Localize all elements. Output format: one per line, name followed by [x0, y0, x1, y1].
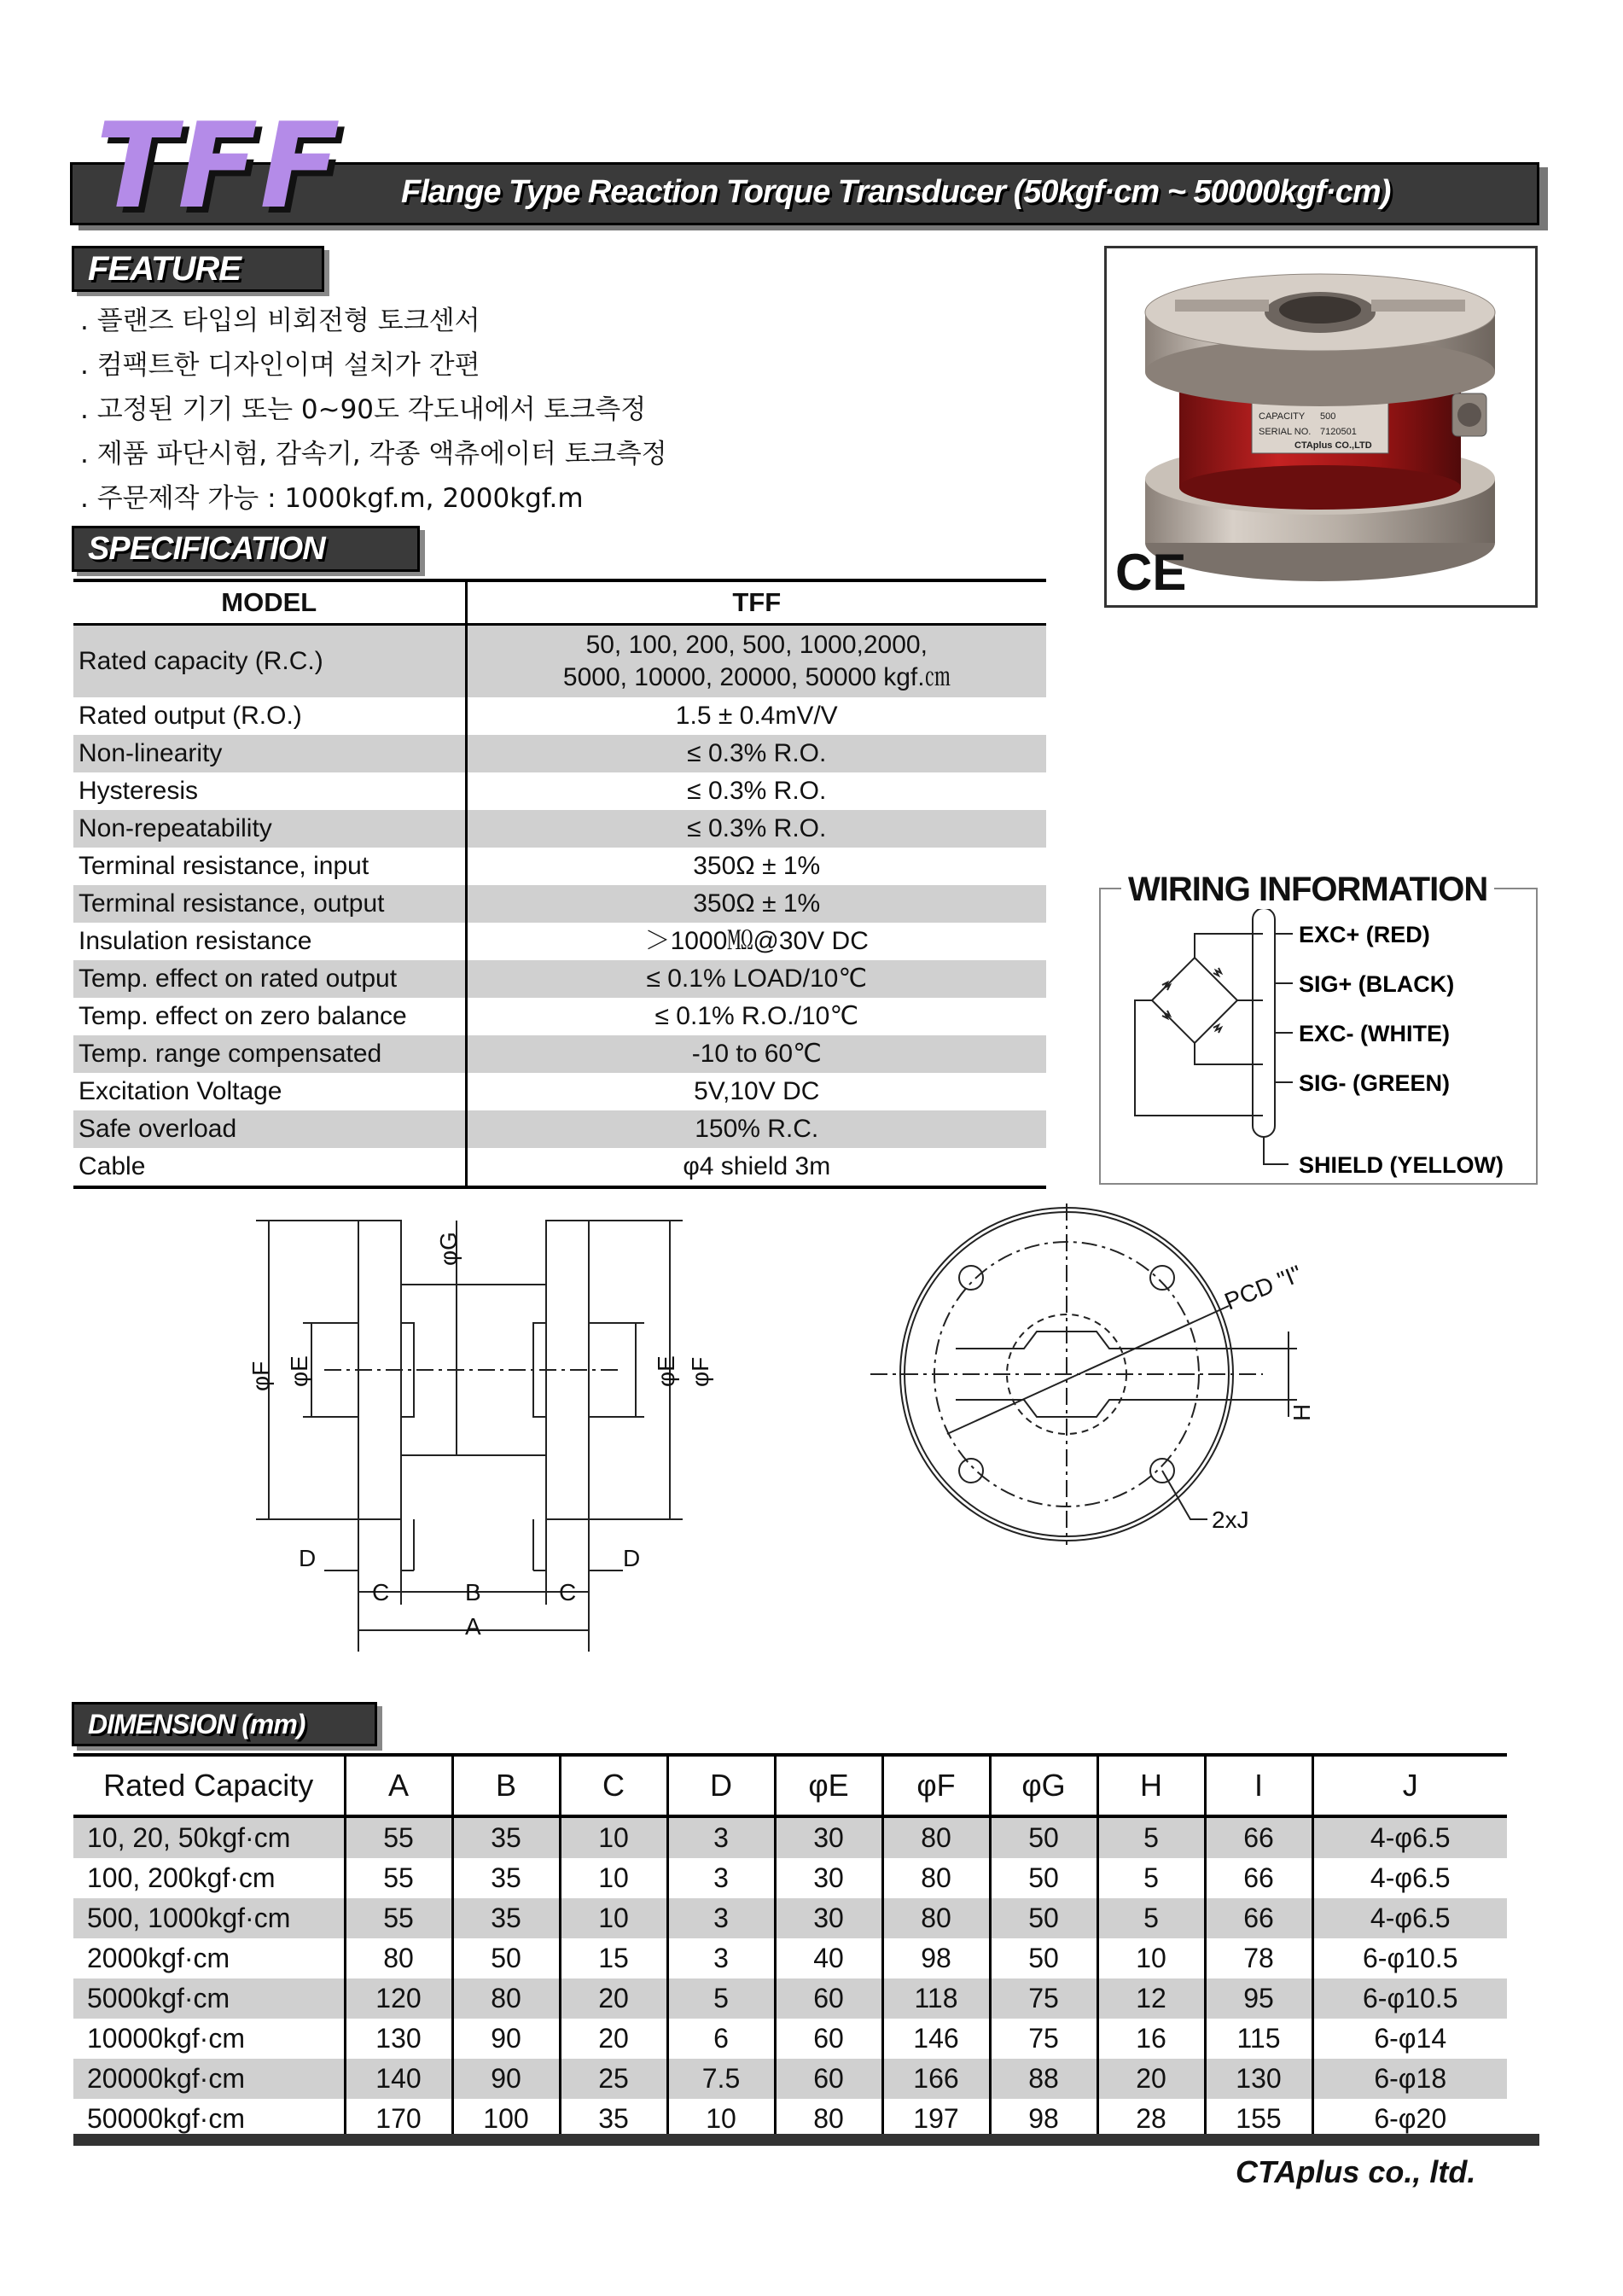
table-row — [73, 1073, 1046, 1110]
spec-value: ≤ 0.1% LOAD/10℃ — [466, 960, 1046, 998]
dim-cell: 166 — [882, 2059, 990, 2099]
dim-cell: 130 — [1205, 2059, 1312, 2099]
dim-cell: 140 — [345, 2059, 452, 2099]
wire-label-exc-minus: EXC- (WHITE) — [1299, 1021, 1450, 1046]
dim-cell: 35 — [452, 1816, 560, 1858]
dim-label-d-right: D — [623, 1545, 641, 1571]
table-row — [73, 625, 1046, 698]
feature-item: . 제품 파단시험, 감속기, 각종 액츄에이터 토크측정 — [80, 439, 667, 469]
col-j: J — [1312, 1755, 1507, 1816]
wire-label-sig-plus: SIG+ (BLACK) — [1299, 971, 1455, 997]
dim-cell: 95 — [1205, 1978, 1312, 2019]
table-row — [73, 2059, 1507, 2099]
dim-cell: 80 — [882, 1898, 990, 1938]
dim-cell: 3 — [667, 1816, 775, 1858]
wire-label-sig-minus: SIG- (GREEN) — [1299, 1070, 1451, 1096]
dim-cell: 15 — [560, 1938, 667, 1978]
feature-item: . 주문제작 가능 : 1000kgf.m, 2000kgf.m — [80, 483, 584, 514]
table-row — [73, 1858, 1507, 1898]
spec-label: Safe overload — [73, 1110, 466, 1148]
dim-cell: 66 — [1205, 1858, 1312, 1898]
spec-value: 350Ω ± 1% — [466, 885, 1046, 923]
dim-cell: 5 — [667, 1978, 775, 2019]
specification-table — [73, 579, 1046, 1189]
dim-cell: 78 — [1205, 1938, 1312, 1978]
page-title: Flange Type Reaction Torque Transducer (50kgf·cm ~ 50000kgf·cm) — [401, 174, 1391, 210]
spec-value: 5V,10V DC — [694, 1077, 820, 1105]
spec-value: ＞1000㏁@30V DC — [644, 927, 869, 955]
spec-value: φ4 shield 3m — [466, 1148, 1046, 1187]
dim-cell: 100 — [452, 2099, 560, 2141]
feature-heading: FEATURE — [72, 246, 324, 292]
spec-value: ≤ 0.3% R.O. — [687, 777, 827, 805]
col-b: B — [452, 1755, 560, 1816]
spec-label: Terminal resistance, output — [73, 885, 466, 923]
dim-label-c-right: C — [559, 1579, 577, 1605]
dim-cell: 80 — [882, 1858, 990, 1898]
spec-value: ≤ 0.1% R.O./10℃ — [654, 1002, 859, 1030]
table-row — [73, 1148, 1046, 1187]
nameplate-text: 7120501 — [1320, 427, 1357, 437]
dim-cell: 50 — [452, 1938, 560, 1978]
dim-cell: 10 — [1097, 1938, 1205, 1978]
dim-cell: 146 — [882, 2019, 990, 2059]
spec-value: -10 to 60℃ — [466, 1035, 1046, 1073]
nameplate-text: 500 — [1320, 411, 1336, 422]
dim-label-h: H — [1289, 1403, 1315, 1421]
side-view-drawing — [222, 1203, 734, 1664]
dim-label-j: 2xJ — [1212, 1506, 1249, 1533]
dim-cell: 88 — [990, 2059, 1097, 2099]
dim-cell: 90 — [452, 2019, 560, 2059]
row-capacity: 20000kgf·cm — [73, 2059, 345, 2099]
dim-cell: 130 — [345, 2019, 452, 2059]
dim-cell: 7.5 — [667, 2059, 775, 2099]
dim-cell: 10 — [560, 1858, 667, 1898]
spec-label: Excitation Voltage — [73, 1073, 466, 1110]
specification-heading: SPECIFICATION — [72, 526, 420, 572]
feature-list — [80, 299, 667, 521]
dim-cell: 98 — [882, 1938, 990, 1978]
table-row — [73, 923, 1046, 960]
table-row — [73, 1110, 1046, 1148]
wire-label-shield: SHIELD (YELLOW) — [1299, 1152, 1504, 1178]
dim-cell: 55 — [345, 1858, 452, 1898]
wiring-diagram — [1101, 889, 1536, 1183]
table-row — [73, 810, 1046, 848]
dim-cell: 20 — [560, 2019, 667, 2059]
dim-cell: 80 — [882, 1816, 990, 1858]
dim-label-a: A — [465, 1613, 481, 1640]
dim-cell: 35 — [452, 1858, 560, 1898]
table-header-row — [73, 1755, 1507, 1816]
table-row — [73, 885, 1046, 923]
spec-label: Temp. effect on zero balance — [73, 998, 466, 1035]
table-row — [73, 1978, 1507, 2019]
dim-cell: 10 — [560, 1898, 667, 1938]
product-photo — [1104, 246, 1538, 608]
dim-cell: 6-φ10.5 — [1312, 1938, 1507, 1978]
front-view-drawing — [853, 1195, 1365, 1570]
dim-cell: 40 — [775, 1938, 882, 1978]
feature-item: . 플랜즈 타입의 비회전형 토크센서 — [80, 306, 480, 336]
spec-label: Temp. effect on rated output — [73, 960, 466, 998]
dim-cell: 115 — [1205, 2019, 1312, 2059]
dim-cell: 50 — [990, 1816, 1097, 1858]
col-h: H — [1097, 1755, 1205, 1816]
dim-cell: 118 — [882, 1978, 990, 2019]
table-row — [73, 998, 1046, 1035]
ce-mark: CE — [1115, 544, 1187, 601]
dim-cell: 5 — [1097, 1898, 1205, 1938]
dim-cell: 90 — [452, 2059, 560, 2099]
row-capacity: 100, 200kgf·cm — [87, 1862, 276, 1893]
dim-label-f-right: φF — [687, 1356, 713, 1387]
col-d: D — [667, 1755, 775, 1816]
dim-label-g: φG — [435, 1232, 462, 1266]
dim-cell: 55 — [345, 1816, 452, 1858]
nameplate-text: CTAplus CO.,LTD — [1294, 440, 1372, 451]
dim-cell: 30 — [775, 1858, 882, 1898]
dim-cell: 3 — [667, 1858, 775, 1898]
dim-cell: 60 — [775, 2019, 882, 2059]
dim-cell: 25 — [560, 2059, 667, 2099]
dim-cell: 20 — [1097, 2059, 1205, 2099]
spec-label: Insulation resistance — [73, 923, 466, 960]
spec-value: ≤ 0.3% R.O. — [466, 735, 1046, 772]
row-capacity: 10, 20, 50kgf·cm — [73, 1816, 345, 1858]
row-capacity: 2000kgf·cm — [87, 1943, 230, 1973]
spec-label: Non-repeatability — [73, 810, 466, 848]
dim-label-c: C — [372, 1579, 390, 1605]
dim-cell: 80 — [345, 1938, 452, 1978]
dim-label-pcd: PCD "I" — [1220, 1260, 1306, 1315]
dim-cell: 35 — [560, 2099, 667, 2141]
row-capacity: 50000kgf·cm — [73, 2099, 345, 2141]
table-row — [73, 697, 1046, 735]
table-row — [73, 2019, 1507, 2059]
dim-cell: 4-φ6.5 — [1312, 1898, 1507, 1938]
col-e: φE — [775, 1755, 882, 1816]
wire-label-exc-plus: EXC+ (RED) — [1299, 922, 1430, 947]
table-row — [73, 1938, 1507, 1978]
dim-cell: 60 — [775, 2059, 882, 2099]
spec-value: 150% R.C. — [466, 1110, 1046, 1148]
dim-cell: 4-φ6.5 — [1312, 1816, 1507, 1858]
col-model: MODEL — [73, 580, 466, 625]
dim-cell: 5 — [1097, 1858, 1205, 1898]
table-row — [73, 1816, 1507, 1858]
dim-cell: 98 — [990, 2099, 1097, 2141]
table-row — [73, 960, 1046, 998]
spec-label: Cable — [73, 1148, 466, 1187]
dim-label-e-right: φE — [653, 1355, 679, 1387]
dim-cell: 30 — [775, 1816, 882, 1858]
dim-cell: 5 — [1097, 1816, 1205, 1858]
dim-cell: 50 — [990, 1898, 1097, 1938]
table-row — [73, 772, 1046, 810]
col-i: I — [1205, 1755, 1312, 1816]
footer-bar — [73, 2134, 1539, 2146]
dim-cell: 3 — [667, 1898, 775, 1938]
dim-label-e: φE — [286, 1355, 312, 1387]
dim-cell: 66 — [1205, 1898, 1312, 1938]
spec-value — [466, 625, 1046, 698]
dim-cell: 60 — [775, 1978, 882, 2019]
spec-label: Temp. range compensated — [73, 1035, 466, 1073]
dim-cell: 30 — [775, 1898, 882, 1938]
dim-cell: 6-φ14 — [1312, 2019, 1507, 2059]
nameplate-text: SERIAL NO. — [1259, 427, 1312, 437]
dim-cell: 75 — [990, 2019, 1097, 2059]
product-logo: TFF — [96, 97, 342, 235]
row-capacity: 5000kgf·cm — [73, 1978, 345, 2019]
col-rated-capacity: Rated Capacity — [73, 1755, 345, 1816]
spec-label: Rated capacity (R.C.) — [73, 625, 466, 698]
company-name: CTAplus co., ltd. — [1236, 2154, 1476, 2189]
dim-cell: 120 — [345, 1978, 452, 2019]
dim-cell: 66 — [1205, 1816, 1312, 1858]
dim-cell: 6 — [667, 2019, 775, 2059]
dimension-table-body — [73, 1816, 1507, 2141]
spec-value-line: 5000, 10000, 20000, 50000 kgf.㎝ — [562, 663, 951, 691]
dim-cell: 170 — [345, 2099, 452, 2141]
spec-value: 350Ω ± 1% — [693, 852, 821, 880]
dim-cell: 16 — [1097, 2019, 1205, 2059]
table-row — [73, 1035, 1046, 1073]
dim-cell: 20 — [560, 1978, 667, 2019]
row-capacity: 10000kgf·cm — [87, 2023, 245, 2054]
dim-label-d: D — [299, 1545, 317, 1571]
dimension-table — [73, 1753, 1507, 2142]
col-f: φF — [882, 1755, 990, 1816]
dim-cell: 197 — [882, 2099, 990, 2141]
dim-cell: 6-φ10.5 — [1312, 1978, 1507, 2019]
dim-cell: 10 — [667, 2099, 775, 2141]
row-capacity: 500, 1000kgf·cm — [73, 1898, 345, 1938]
table-header-row — [73, 580, 1046, 625]
dim-cell: 75 — [990, 1978, 1097, 2019]
spec-value: ≤ 0.3% R.O. — [466, 810, 1046, 848]
table-row — [73, 735, 1046, 772]
dim-cell: 50 — [990, 1938, 1097, 1978]
table-row — [73, 848, 1046, 885]
spec-label: Terminal resistance, input — [73, 848, 466, 885]
dim-cell: 6-φ20 — [1312, 2099, 1507, 2141]
dimension-heading: DIMENSION (mm) — [72, 1702, 377, 1746]
dim-cell: 4-φ6.5 — [1312, 1858, 1507, 1898]
dim-cell: 80 — [775, 2099, 882, 2141]
col-model-value: TFF — [466, 580, 1046, 625]
feature-item: . 컴팩트한 디자인이며 설치가 간편 — [80, 350, 480, 381]
spec-label: Rated output (R.O.) — [73, 697, 466, 735]
dim-cell: 50 — [990, 1858, 1097, 1898]
col-a: A — [345, 1755, 452, 1816]
nameplate-text: CAPACITY — [1259, 411, 1306, 422]
col-g: φG — [990, 1755, 1097, 1816]
feature-item: . 고정된 기기 또는 0~90도 각도내에서 토크측정 — [80, 394, 647, 425]
dim-cell: 3 — [667, 1938, 775, 1978]
dim-cell: 55 — [345, 1898, 452, 1938]
col-c: C — [560, 1755, 667, 1816]
spec-label: Hysteresis — [73, 772, 466, 810]
dim-cell: 35 — [452, 1898, 560, 1938]
dim-label-f: φF — [247, 1361, 274, 1391]
wiring-title: WIRING INFORMATION — [1121, 871, 1494, 909]
dim-cell: 28 — [1097, 2099, 1205, 2141]
dim-cell: 10 — [560, 1816, 667, 1858]
spec-value: 1.5 ± 0.4mV/V — [675, 702, 838, 730]
dim-cell: 155 — [1205, 2099, 1312, 2141]
dim-cell: 12 — [1097, 1978, 1205, 2019]
transducer-illustration — [1107, 248, 1535, 605]
spec-value-line: 50, 100, 200, 500, 1000,2000, — [585, 631, 928, 659]
dim-cell: 80 — [452, 1978, 560, 2019]
spec-label: Non-linearity — [73, 735, 466, 772]
wiring-box — [1099, 888, 1538, 1185]
table-row — [73, 1898, 1507, 1938]
dim-cell: 6-φ18 — [1312, 2059, 1507, 2099]
dim-label-b: B — [465, 1579, 481, 1605]
